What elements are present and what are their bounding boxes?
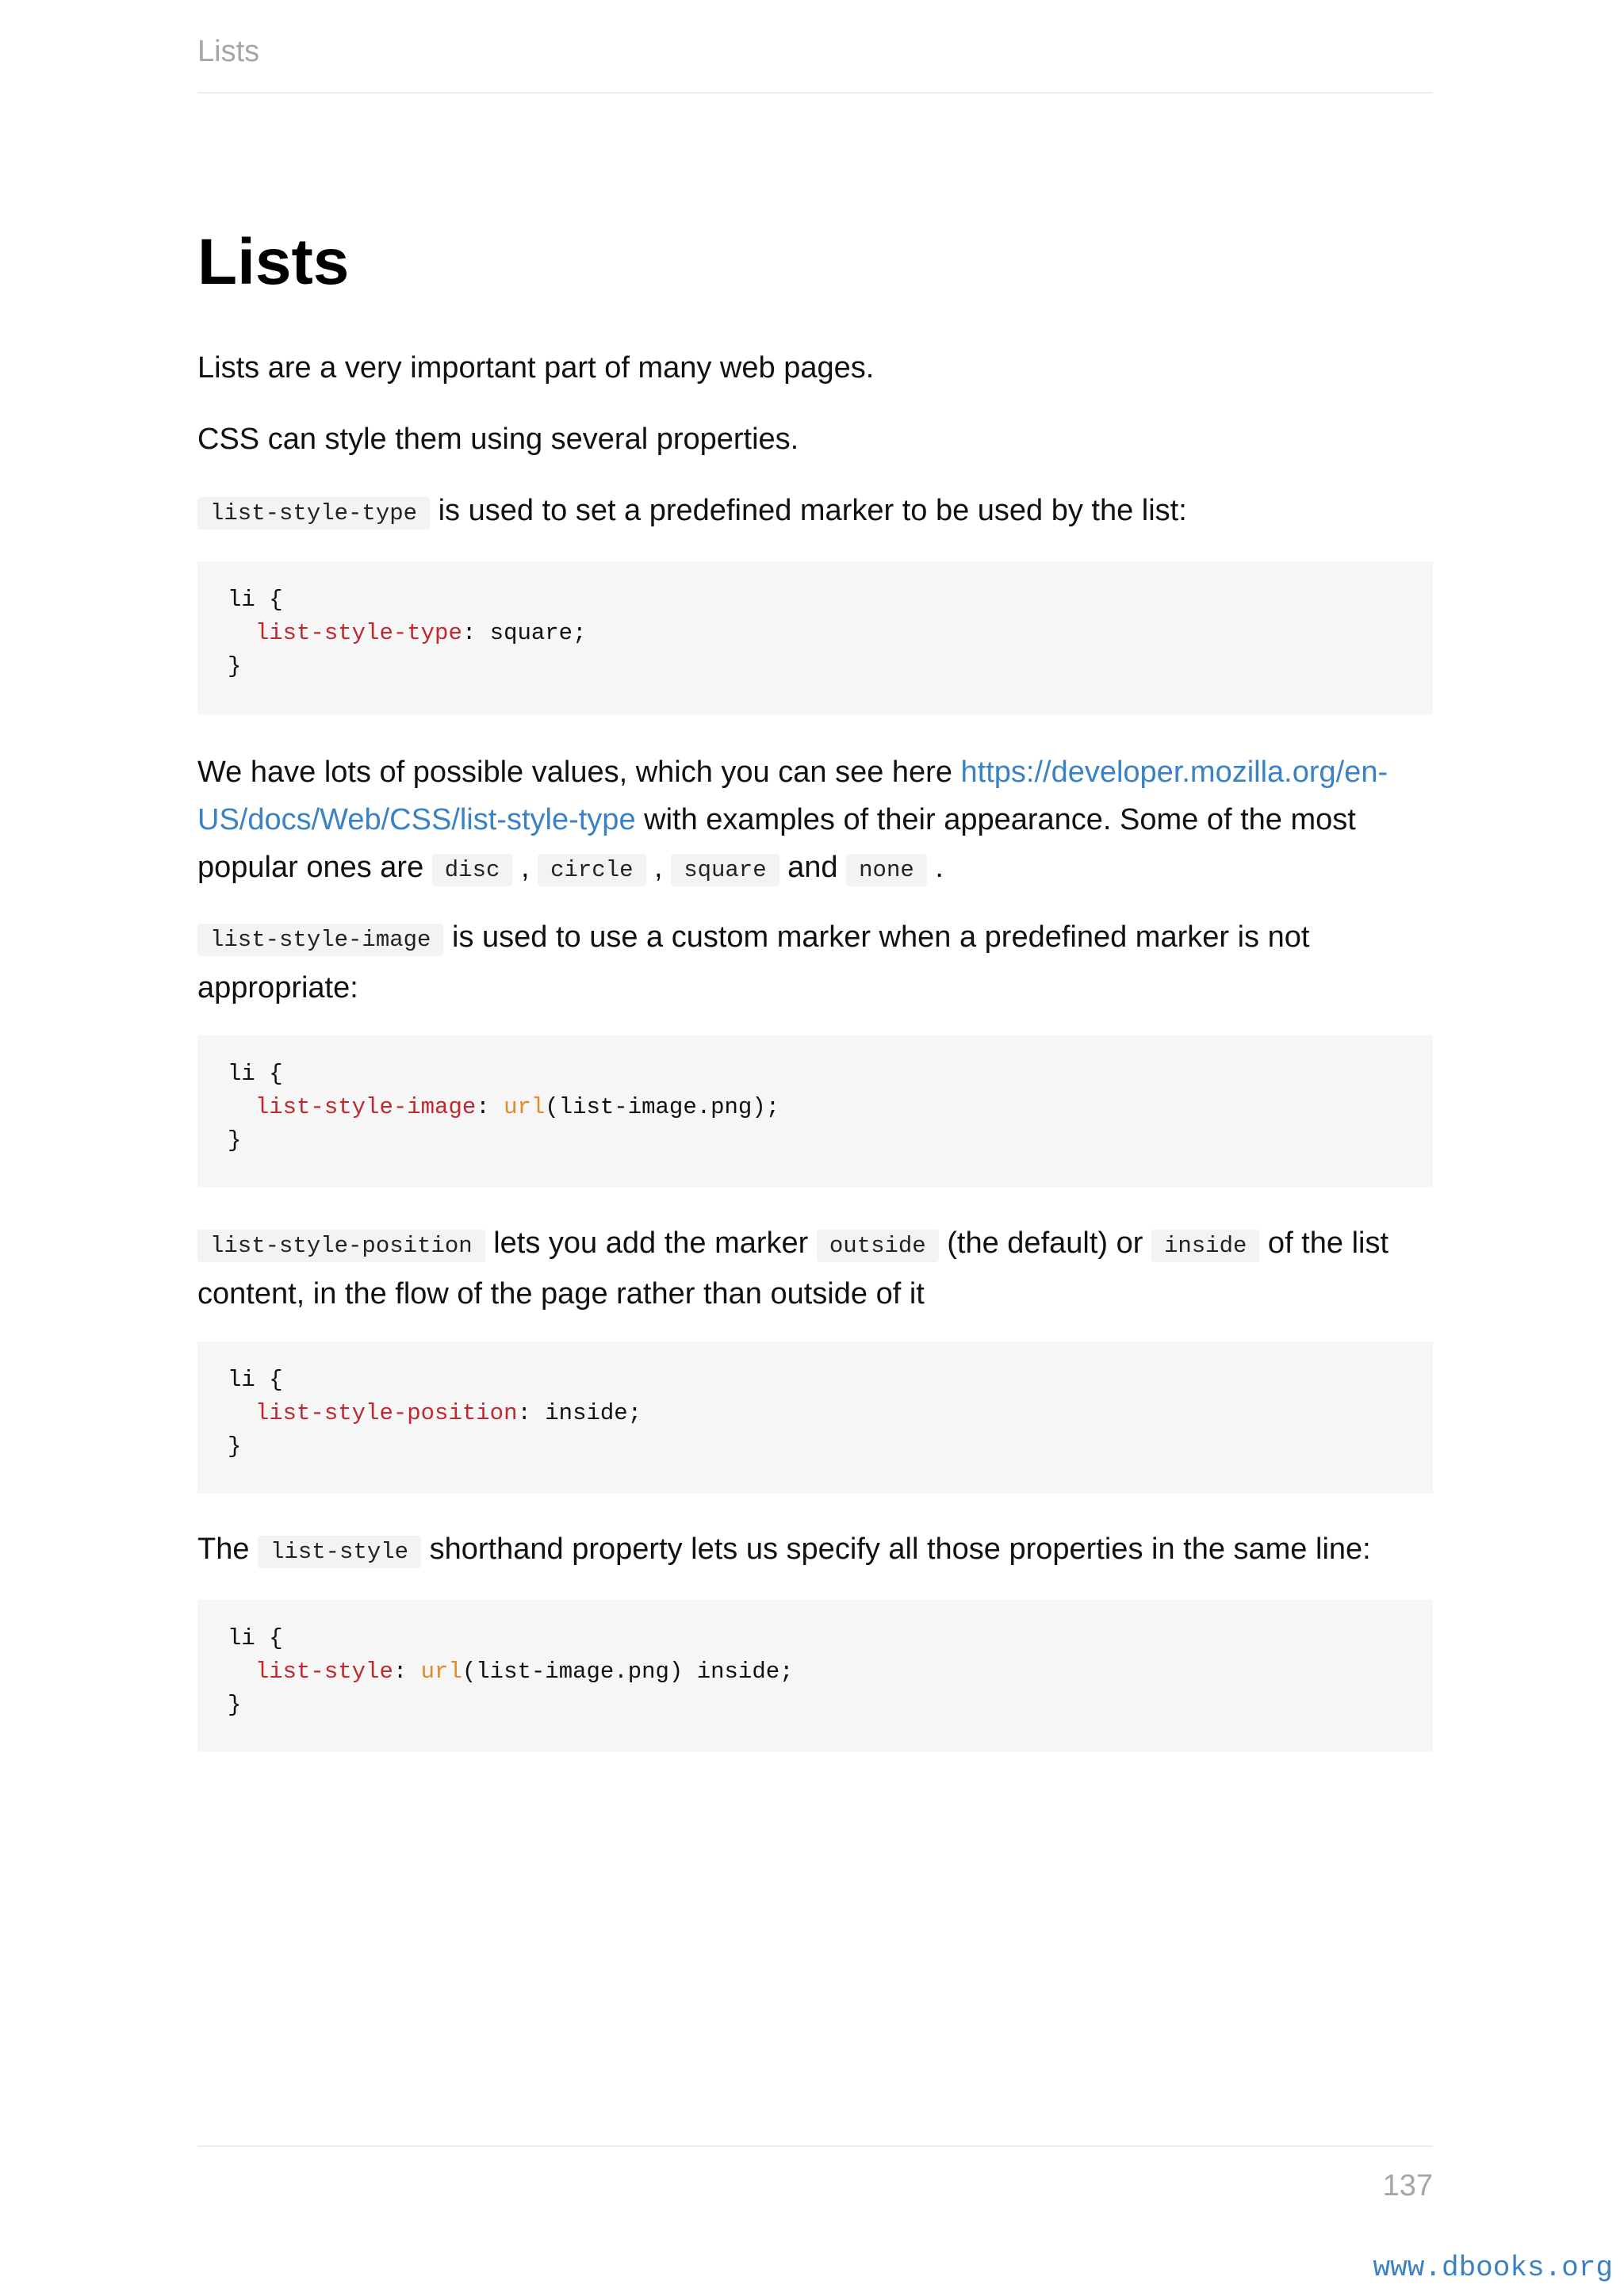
page-footer [197, 2145, 1433, 2202]
code-block-list-style-position [197, 1341, 1433, 1494]
code-property: list-style [255, 1659, 393, 1685]
code-property: list-style-type [255, 620, 462, 646]
watermark-link[interactable]: www.dbooks.org [1373, 2252, 1613, 2284]
section-heading: Lists [197, 226, 350, 298]
paragraph-text: is used to set a predefined marker to be used by the list: [430, 494, 1187, 527]
code-line: } [228, 1692, 242, 1718]
intro-paragraph: Lists are a very important part of many web pages. [197, 351, 875, 385]
inline-code-inside: inside [1151, 1230, 1259, 1262]
properties-paragraph: CSS can style them using several properties. [197, 423, 799, 456]
list-style-image-paragraph: list-style-image is used to use a custom marker when a predefined marker is not appropriate: [197, 920, 1310, 1004]
code-line: list-style-position: inside; [255, 1400, 642, 1426]
inline-code: list-style-type [197, 497, 430, 530]
inline-code: list-style-position [197, 1230, 485, 1262]
code-property: list-style-image [255, 1094, 477, 1120]
code-line: li { [228, 1625, 283, 1651]
inline-code: list-style [258, 1536, 421, 1568]
code-property: list-style-position [255, 1400, 518, 1426]
page-header [197, 36, 1433, 94]
code-function: url [420, 1659, 462, 1685]
page-number: 137 [1382, 2169, 1433, 2202]
inline-code-circle: circle [538, 854, 645, 886]
values-paragraph: We have lots of possible values, which you can see here https://developer.mozilla.org/en-US/docs/Web/CSS/list-style-type with examples of their appearance. Some of the most popular ones are disc , circle , square and none . [197, 748, 1433, 894]
inline-code-outside: outside [817, 1230, 939, 1262]
code-line: li { [228, 587, 283, 613]
list-style-shorthand-paragraph: The list-style shorthand property lets us specify all those properties in the same line: [197, 1525, 1433, 1576]
mdn-list-style-type-link[interactable]: https://developer.mozilla.org/en-US/docs/Web/CSS/list-style-type [197, 756, 1388, 836]
code-line: } [228, 653, 242, 679]
inline-code-disc: disc [432, 854, 513, 886]
code-line: } [228, 1127, 242, 1154]
code-line: li { [228, 1367, 283, 1393]
list-style-type-paragraph [197, 487, 1433, 538]
code-block-list-style-image [197, 1035, 1433, 1188]
code-line: } [228, 1433, 242, 1460]
code-line: list-style-type: square; [255, 620, 587, 646]
code-function: url [504, 1094, 546, 1120]
code-block-list-style-type [197, 561, 1433, 714]
code-line: list-style-image: url(list-image.png); [255, 1094, 780, 1120]
inline-code: list-style-image [197, 924, 443, 956]
code-line: li { [228, 1061, 283, 1087]
running-header-title: Lists [197, 35, 260, 68]
code-block-list-style [197, 1600, 1433, 1752]
inline-code-square: square [671, 854, 779, 886]
code-line: list-style: url(list-image.png) inside; [255, 1659, 794, 1685]
inline-code-none: none [846, 854, 927, 886]
list-style-position-paragraph: list-style-position lets you add the marker outside (the default) or inside of the list content, in the flow of the page rather than outside of it [197, 1226, 1389, 1311]
